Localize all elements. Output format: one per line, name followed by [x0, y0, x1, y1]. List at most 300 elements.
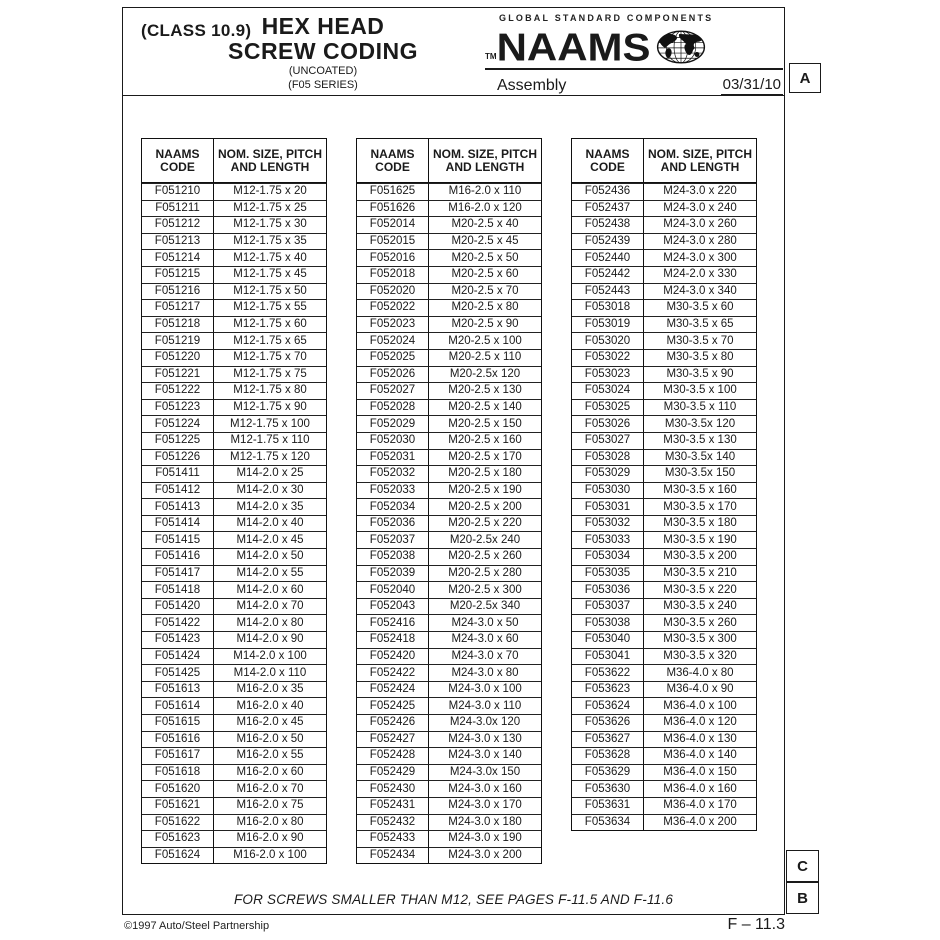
brand-tagline: GLOBAL STANDARD COMPONENTS	[499, 13, 714, 23]
table-row	[357, 233, 541, 250]
naams-code-cell: F052016	[357, 249, 429, 266]
nom-size-cell: M36-4.0 x 90	[644, 681, 756, 698]
naams-code-cell: F053622	[572, 664, 644, 681]
subtitle-series: (F05 SERIES)	[288, 79, 358, 91]
table-row	[357, 780, 541, 797]
nom-size-cell: M36-4.0 x 100	[644, 697, 756, 714]
naams-code-cell: F053024	[572, 382, 644, 399]
nom-size-cell: M20-2.5 x 220	[429, 515, 541, 532]
nom-size-cell: M12-1.75 x 80	[214, 382, 326, 399]
naams-code-cell: F053623	[572, 681, 644, 698]
nom-size-cell: M30-3.5 x 80	[644, 349, 756, 366]
naams-code-cell: F053025	[572, 399, 644, 416]
naams-code-cell: F052424	[357, 681, 429, 698]
table-row	[142, 216, 326, 233]
naams-code-cell: F051424	[142, 648, 214, 665]
nom-size-cell: M12-1.75 x 40	[214, 249, 326, 266]
naams-code-cell: F053031	[572, 498, 644, 515]
naams-code-cell: F053038	[572, 614, 644, 631]
table-row	[142, 482, 326, 499]
table-row	[142, 764, 326, 781]
naams-code-cell: F051623	[142, 830, 214, 847]
naams-code-cell: F053040	[572, 631, 644, 648]
naams-code-cell: F051218	[142, 316, 214, 333]
naams-code-cell: F052426	[357, 714, 429, 731]
nom-size-cell: M20-2.5x 240	[429, 531, 541, 548]
column-header-naams-code: NAAMS CODE	[357, 139, 429, 182]
nom-size-cell: M20-2.5 x 160	[429, 432, 541, 449]
naams-code-cell: F051226	[142, 449, 214, 466]
nom-size-cell: M12-1.75 x 90	[214, 399, 326, 416]
table-row	[572, 531, 756, 548]
table-row	[357, 714, 541, 731]
naams-code-cell: F052020	[357, 283, 429, 300]
nom-size-cell: M16-2.0 x 90	[214, 830, 326, 847]
naams-code-cell: F052418	[357, 631, 429, 648]
naams-code-cell: F051214	[142, 249, 214, 266]
naams-code-cell: F051615	[142, 714, 214, 731]
nom-size-cell: M20-2.5 x 60	[429, 266, 541, 283]
naams-code-cell: F052422	[357, 664, 429, 681]
nom-size-cell: M12-1.75 x 100	[214, 415, 326, 432]
table-row	[572, 183, 756, 200]
nom-size-cell: M30-3.5 x 170	[644, 498, 756, 515]
column-header-naams-code: NAAMS CODE	[572, 139, 644, 182]
naams-code-cell: F053019	[572, 316, 644, 333]
table-row	[142, 200, 326, 217]
table-row	[142, 449, 326, 466]
nom-size-cell: M36-4.0 x 150	[644, 764, 756, 781]
nom-size-cell: M24-3.0 x 200	[429, 847, 541, 864]
page-number: F – 11.3	[727, 916, 785, 933]
nom-size-cell: M36-4.0 x 160	[644, 780, 756, 797]
nom-size-cell: M16-2.0 x 70	[214, 780, 326, 797]
nom-size-cell: M16-2.0 x 80	[214, 814, 326, 831]
nom-size-cell: M36-4.0 x 200	[644, 814, 756, 831]
naams-code-cell: F051614	[142, 697, 214, 714]
nom-size-cell: M20-2.5 x 130	[429, 382, 541, 399]
class-label: (CLASS 10.9)	[141, 21, 252, 40]
nom-size-cell: M30-3.5 x 130	[644, 432, 756, 449]
table-row	[142, 565, 326, 582]
table-row	[357, 482, 541, 499]
table-row	[142, 498, 326, 515]
table-header-row	[357, 139, 541, 183]
nom-size-cell: M24-3.0 x 340	[644, 283, 756, 300]
naams-code-cell: F052031	[357, 449, 429, 466]
table-row	[572, 714, 756, 731]
table-row	[572, 266, 756, 283]
division-label: Assembly	[497, 77, 567, 94]
table-row	[357, 847, 541, 864]
nom-size-cell: M24-3.0 x 130	[429, 731, 541, 748]
table-row	[357, 332, 541, 349]
document-frame	[122, 7, 785, 915]
naams-code-cell: F053036	[572, 581, 644, 598]
nom-size-cell: M12-1.75 x 110	[214, 432, 326, 449]
naams-code-cell: F052437	[572, 200, 644, 217]
table-row	[572, 548, 756, 565]
naams-code-cell: F053035	[572, 565, 644, 582]
table-row	[357, 283, 541, 300]
table-row	[357, 415, 541, 432]
naams-code-cell: F053023	[572, 366, 644, 383]
table-row	[572, 200, 756, 217]
naams-code-cell: F051416	[142, 548, 214, 565]
nom-size-cell: M20-2.5 x 100	[429, 332, 541, 349]
naams-code-cell: F051625	[357, 183, 429, 200]
table-row	[357, 183, 541, 200]
table-row	[142, 382, 326, 399]
table-row	[572, 681, 756, 698]
nom-size-cell: M20-2.5 x 45	[429, 233, 541, 250]
naams-code-cell: F053022	[572, 349, 644, 366]
table-row	[142, 332, 326, 349]
naams-code-cell: F052015	[357, 233, 429, 250]
table-row	[357, 697, 541, 714]
naams-code-cell: F052023	[357, 316, 429, 333]
table-row	[572, 697, 756, 714]
naams-code-cell: F052431	[357, 797, 429, 814]
table-row	[357, 731, 541, 748]
naams-code-cell: F051624	[142, 847, 214, 864]
table-row	[572, 449, 756, 466]
trademark-symbol: TM	[485, 52, 497, 61]
nom-size-cell: M36-4.0 x 140	[644, 747, 756, 764]
nom-size-cell: M30-3.5 x 200	[644, 548, 756, 565]
naams-code-cell: F051415	[142, 531, 214, 548]
naams-code-cell: F052043	[357, 598, 429, 615]
nom-size-cell: M16-2.0 x 45	[214, 714, 326, 731]
table-row	[357, 498, 541, 515]
table-row	[357, 465, 541, 482]
naams-code-cell: F051217	[142, 299, 214, 316]
table-row	[142, 432, 326, 449]
table-row	[357, 316, 541, 333]
table-row	[572, 366, 756, 383]
naams-code-cell: F052442	[572, 266, 644, 283]
table-row	[357, 581, 541, 598]
nom-size-cell: M24-3.0 x 100	[429, 681, 541, 698]
naams-code-cell: F051221	[142, 366, 214, 383]
nom-size-cell: M14-2.0 x 50	[214, 548, 326, 565]
naams-code-cell: F052038	[357, 548, 429, 565]
naams-code-cell: F051622	[142, 814, 214, 831]
table-row	[572, 399, 756, 416]
table-row	[142, 797, 326, 814]
naams-code-cell: F052036	[357, 515, 429, 532]
table-row	[357, 664, 541, 681]
naams-code-cell: F052440	[572, 249, 644, 266]
nom-size-cell: M12-1.75 x 50	[214, 283, 326, 300]
nom-size-cell: M14-2.0 x 110	[214, 664, 326, 681]
naams-code-cell: F053041	[572, 648, 644, 665]
naams-code-cell: F052436	[572, 183, 644, 200]
nom-size-cell: M20-2.5x 340	[429, 598, 541, 615]
table-row	[357, 598, 541, 615]
table-row	[142, 299, 326, 316]
table-row	[142, 780, 326, 797]
brand-row	[485, 24, 783, 69]
table-row	[572, 332, 756, 349]
table-row	[142, 349, 326, 366]
revision-tag-a: A	[789, 63, 821, 93]
naams-code-cell: F053037	[572, 598, 644, 615]
table-row	[572, 614, 756, 631]
nom-size-cell: M30-3.5 x 100	[644, 382, 756, 399]
naams-code-cell: F052034	[357, 498, 429, 515]
nom-size-cell: M16-2.0 x 100	[214, 847, 326, 864]
table-row	[357, 299, 541, 316]
nom-size-cell: M14-2.0 x 60	[214, 581, 326, 598]
screw-table-2	[356, 138, 542, 864]
naams-code-cell: F053034	[572, 548, 644, 565]
table-row	[142, 283, 326, 300]
nom-size-cell: M16-2.0 x 50	[214, 731, 326, 748]
naams-code-cell: F053630	[572, 780, 644, 797]
table-row	[142, 515, 326, 532]
table-row	[357, 515, 541, 532]
title-line-2: SCREW CODING	[228, 38, 418, 64]
nom-size-cell: M20-2.5 x 280	[429, 565, 541, 582]
nom-size-cell: M30-3.5 x 65	[644, 316, 756, 333]
nom-size-cell: M36-4.0 x 120	[644, 714, 756, 731]
nom-size-cell: M20-2.5 x 70	[429, 283, 541, 300]
nom-size-cell: M30-3.5 x 70	[644, 332, 756, 349]
naams-code-cell: F052027	[357, 382, 429, 399]
table-row	[357, 797, 541, 814]
nom-size-cell: M24-3.0 x 160	[429, 780, 541, 797]
table-row	[142, 697, 326, 714]
revision-tag-c: C	[786, 850, 819, 882]
table-row	[357, 764, 541, 781]
table-row	[357, 814, 541, 831]
nom-size-cell: M30-3.5 x 60	[644, 299, 756, 316]
nom-size-cell: M14-2.0 x 30	[214, 482, 326, 499]
nom-size-cell: M20-2.5x 120	[429, 366, 541, 383]
table-row	[357, 531, 541, 548]
table-row	[142, 714, 326, 731]
nom-size-cell: M16-2.0 x 120	[429, 200, 541, 217]
table-row	[572, 565, 756, 582]
naams-code-cell: F053020	[572, 332, 644, 349]
table-row	[142, 664, 326, 681]
table-row	[572, 764, 756, 781]
table-row	[142, 847, 326, 864]
table-row	[572, 233, 756, 250]
nom-size-cell: M16-2.0 x 40	[214, 697, 326, 714]
nom-size-cell: M24-3.0 x 180	[429, 814, 541, 831]
naams-code-cell: F052039	[357, 565, 429, 582]
naams-code-cell: F053624	[572, 697, 644, 714]
screw-table-3	[571, 138, 757, 831]
table-row	[142, 316, 326, 333]
naams-code-cell: F051210	[142, 183, 214, 200]
nom-size-cell: M14-2.0 x 80	[214, 614, 326, 631]
naams-code-cell: F051423	[142, 631, 214, 648]
nom-size-cell: M24-3.0 x 260	[644, 216, 756, 233]
nom-size-cell: M12-1.75 x 35	[214, 233, 326, 250]
nom-size-cell: M36-4.0 x 170	[644, 797, 756, 814]
table-row	[142, 399, 326, 416]
nom-size-cell: M16-2.0 x 110	[429, 183, 541, 200]
table-row	[357, 349, 541, 366]
nom-size-cell: M16-2.0 x 60	[214, 764, 326, 781]
naams-code-cell: F051219	[142, 332, 214, 349]
naams-code-cell: F051225	[142, 432, 214, 449]
naams-code-cell: F051613	[142, 681, 214, 698]
naams-code-cell: F052037	[357, 531, 429, 548]
table-row	[357, 631, 541, 648]
naams-code-cell: F051620	[142, 780, 214, 797]
naams-code-cell: F053018	[572, 299, 644, 316]
naams-code-cell: F052420	[357, 648, 429, 665]
table-row	[142, 183, 326, 200]
nom-size-cell: M20-2.5 x 200	[429, 498, 541, 515]
table-row	[572, 747, 756, 764]
nom-size-cell: M24-3.0 x 60	[429, 631, 541, 648]
table-row	[357, 382, 541, 399]
table-row	[357, 216, 541, 233]
nom-size-cell: M24-3.0 x 240	[644, 200, 756, 217]
naams-code-cell: F052014	[357, 216, 429, 233]
naams-code-cell: F051224	[142, 415, 214, 432]
nom-size-cell: M30-3.5 x 180	[644, 515, 756, 532]
naams-code-cell: F051222	[142, 382, 214, 399]
naams-logo-block	[485, 12, 783, 95]
naams-code-cell: F051425	[142, 664, 214, 681]
table-row	[142, 415, 326, 432]
naams-code-cell: F053628	[572, 747, 644, 764]
nom-size-cell: M14-2.0 x 25	[214, 465, 326, 482]
nom-size-cell: M24-3.0 x 50	[429, 614, 541, 631]
naams-code-cell: F052425	[357, 697, 429, 714]
nom-size-cell: M24-3.0 x 140	[429, 747, 541, 764]
nom-size-cell: M16-2.0 x 75	[214, 797, 326, 814]
table-row	[572, 498, 756, 515]
table-row	[572, 432, 756, 449]
table-row	[142, 266, 326, 283]
nom-size-cell: M24-3.0 x 80	[429, 664, 541, 681]
table-row	[357, 366, 541, 383]
table-row	[142, 598, 326, 615]
nom-size-cell: M14-2.0 x 40	[214, 515, 326, 532]
nom-size-cell: M20-2.5 x 190	[429, 482, 541, 499]
table-row	[357, 266, 541, 283]
table-row	[357, 614, 541, 631]
table-row	[572, 648, 756, 665]
naams-code-cell: F051422	[142, 614, 214, 631]
footer-note: FOR SCREWS SMALLER THAN M12, SEE PAGES F-11.5 AND F-11.6	[233, 892, 674, 907]
naams-code-cell: F051411	[142, 465, 214, 482]
table-row	[572, 382, 756, 399]
nom-size-cell: M20-2.5 x 150	[429, 415, 541, 432]
table-row	[572, 631, 756, 648]
naams-code-cell: F051213	[142, 233, 214, 250]
nom-size-cell: M30-3.5x 140	[644, 449, 756, 466]
table-row	[357, 200, 541, 217]
table-row	[142, 747, 326, 764]
column-header-nom-size: NOM. SIZE, PITCH AND LENGTH	[647, 146, 752, 174]
nom-size-cell: M20-2.5 x 40	[429, 216, 541, 233]
table-row	[142, 531, 326, 548]
naams-code-cell: F052416	[357, 614, 429, 631]
table-row	[142, 581, 326, 598]
screw-table-1	[141, 138, 327, 864]
naams-code-cell: F052428	[357, 747, 429, 764]
table-row	[142, 648, 326, 665]
table-row	[357, 565, 541, 582]
table-row	[357, 449, 541, 466]
table-row	[142, 465, 326, 482]
nom-size-cell: M16-2.0 x 55	[214, 747, 326, 764]
table-row	[572, 299, 756, 316]
table-row	[572, 664, 756, 681]
nom-size-cell: M24-3.0 x 70	[429, 648, 541, 665]
naams-code-cell: F052434	[357, 847, 429, 864]
nom-size-cell: M12-1.75 x 75	[214, 366, 326, 383]
revision-tag-b: B	[786, 882, 819, 914]
nom-size-cell: M20-2.5 x 90	[429, 316, 541, 333]
table-row	[142, 366, 326, 383]
brand-wordmark: NAAMS	[496, 25, 651, 69]
naams-code-cell: F052433	[357, 830, 429, 847]
table-row	[572, 482, 756, 499]
naams-code-cell: F052427	[357, 731, 429, 748]
nom-size-cell: M20-2.5 x 50	[429, 249, 541, 266]
subtitle-uncoated: (UNCOATED)	[288, 65, 358, 77]
nom-size-cell: M24-3.0 x 170	[429, 797, 541, 814]
nom-size-cell: M24-2.0 x 330	[644, 266, 756, 283]
nom-size-cell: M36-4.0 x 130	[644, 731, 756, 748]
nom-size-cell: M30-3.5 x 160	[644, 482, 756, 499]
assembly-row	[485, 76, 783, 95]
naams-code-cell: F051212	[142, 216, 214, 233]
naams-code-cell: F051618	[142, 764, 214, 781]
nom-size-cell: M30-3.5 x 220	[644, 581, 756, 598]
nom-size-cell: M20-2.5 x 80	[429, 299, 541, 316]
nom-size-cell: M14-2.0 x 35	[214, 498, 326, 515]
table-row	[572, 780, 756, 797]
nom-size-cell: M16-2.0 x 35	[214, 681, 326, 698]
column-header-nom-size: NOM. SIZE, PITCH AND LENGTH	[432, 146, 537, 174]
naams-code-cell: F051626	[357, 200, 429, 217]
copyright-notice: ©1997 Auto/Steel Partnership	[124, 920, 270, 932]
column-header-nom-size: NOM. SIZE, PITCH AND LENGTH	[217, 146, 322, 174]
table-row	[572, 581, 756, 598]
naams-code-cell: F052032	[357, 465, 429, 482]
table-header-row	[142, 139, 326, 183]
table-row	[572, 515, 756, 532]
nom-size-cell: M12-1.75 x 45	[214, 266, 326, 283]
naams-code-cell: F051215	[142, 266, 214, 283]
table-row	[142, 731, 326, 748]
naams-code-cell: F051616	[142, 731, 214, 748]
table-row	[357, 249, 541, 266]
nom-size-cell: M12-1.75 x 25	[214, 200, 326, 217]
naams-code-cell: F053028	[572, 449, 644, 466]
table-row	[142, 614, 326, 631]
table-row	[357, 648, 541, 665]
globe-icon	[655, 29, 707, 65]
naams-code-cell: F051211	[142, 200, 214, 217]
nom-size-cell: M12-1.75 x 60	[214, 316, 326, 333]
naams-code-cell: F051418	[142, 581, 214, 598]
nom-size-cell: M20-2.5 x 260	[429, 548, 541, 565]
nom-size-cell: M30-3.5 x 90	[644, 366, 756, 383]
naams-code-cell: F052040	[357, 581, 429, 598]
table-row	[572, 249, 756, 266]
